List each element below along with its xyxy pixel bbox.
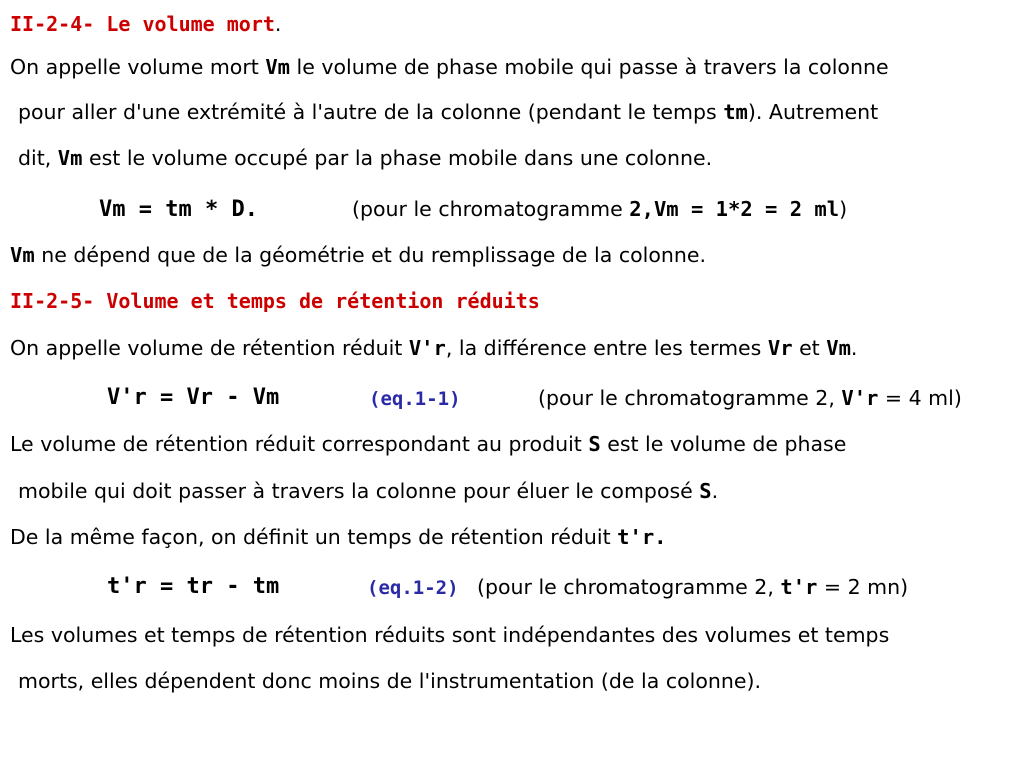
equation-note: (pour le chromatogramme 2, t'r = 2 mn) — [477, 575, 909, 599]
paragraph-line: Vm ne dépend que de la géométrie et du remplissage de la colonne. — [10, 243, 706, 267]
paragraph-line: pour aller d'une extrémité à l'autre de la colonne (pendant le temps tm). Autrement — [18, 100, 879, 124]
equation-reduced-volume: V'r = Vr - Vm — [107, 385, 280, 410]
section-heading-volume-mort: II-2-4- Le volume mort. — [10, 12, 282, 36]
paragraph-line: On appelle volume de rétention réduit V'r, la différence entre les termes Vr et Vm. — [10, 336, 858, 360]
paragraph-line: dit, Vm est le volume occupé par la phase mobile dans une colonne. — [18, 146, 713, 170]
paragraph-line: Les volumes et temps de rétention réduits sont indépendantes des volumes et temps — [10, 623, 890, 647]
equation-note: (pour le chromatogramme 2, V'r = 4 ml) — [538, 386, 962, 410]
paragraph-line: mobile qui doit passer à travers la colonne pour éluer le composé S. — [18, 479, 719, 503]
paragraph-line: De la même façon, on définit un temps de rétention réduit t'r. — [10, 525, 667, 549]
equation-reduced-time: t'r = tr - tm — [107, 574, 280, 599]
paragraph-line: On appelle volume mort Vm le volume de phase mobile qui passe à travers la colonne — [10, 55, 889, 79]
paragraph-line: morts, elles dépendent donc moins de l'instrumentation (de la colonne). — [18, 669, 761, 693]
equation-note: (pour le chromatogramme 2,Vm = 1*2 = 2 ml) — [352, 197, 848, 221]
section-heading-retention: II-2-5- Volume et temps de rétention réduits — [10, 289, 540, 313]
paragraph-line: Le volume de rétention réduit correspondant au produit S est le volume de phase — [10, 432, 847, 456]
equation-ref: (eq.1-1) — [369, 388, 461, 410]
equation-dead-volume: Vm = tm * D. — [99, 197, 258, 222]
equation-ref: (eq.1-2) — [367, 577, 459, 599]
